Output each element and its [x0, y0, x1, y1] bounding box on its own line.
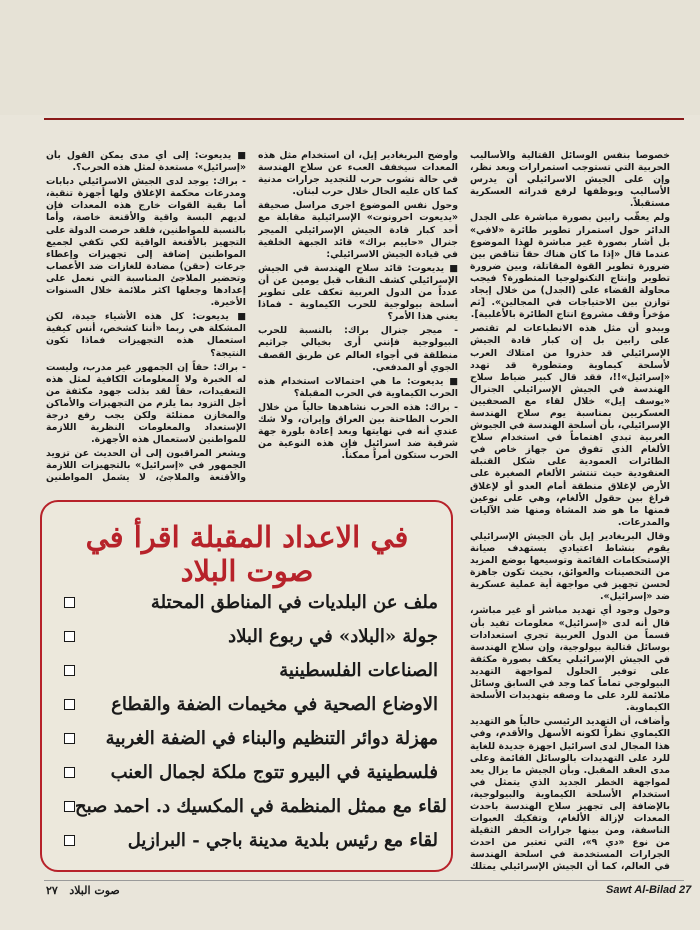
paragraph: ويبدو أن مثل هذه الانطباعات لم تقتصر على رابين بل إن كبار قادة الجيش الإسرائيلي قد حذروا من امتلاك العرب لأسلحة كيماوية ومتطورة قد تهدد «إسرائيل»!!، فقد قال كبير ضباط سلاح الهندسة في الجيش الإسرائيلي الجنرال «يوسف إيل» خلال لقاء مع الصحفيين العسكريين بمناسبة يوم سلاح الهندسة الإسرائيلي، بأن أسلحة الهندسة في الجيوش العربية تبدي اهتماماً في استخدام سلاح الألغام الذي تفوق من جهاز خاص في الطائرات العمودية على شكل القنبلة العنقودية حيث تنتشر الألغام الصغيرة على الأرض لإغلاق منطقة أمام العدو أو لإغلاق فراغ بين حقول الألغام، وهي على نوعين فمنها ما هو ضد المشاة ومنها ضد الآليات والمدرعات.: [470, 323, 670, 528]
promo-item: [56, 619, 438, 653]
checkbox-icon: [64, 767, 75, 778]
checkbox-icon: [64, 597, 75, 608]
paragraph: ■ يديعوت: إلى أي مدى يمكن القول بأن «إسرائيل» مستعدة لمثل هذه الحرب؟.: [46, 150, 246, 174]
paragraph: وحول وجود أي تهديد مباشر أو غير مباشر، قال أنه لدى «إسرائيل» معلومات تفيد بأن قسماً من الدول العربية تجري استعدادات بوسائل قتالية بيولوجية، وإن سلاح الهندسة في الجيش الإسرائيلي يعكف بصورة مكثفة على توفير الحلول لمواجهة التهديد البيولوجي تماماً كما وجد في السابق وسائل ملائمة للرد على ما وصفه بتهديدات الأسلحة الكيماوية.: [470, 605, 670, 714]
footer-page-number-arabic: ٢٧: [46, 884, 58, 897]
promo-title: في الاعداد المقبلة اقرأ في صوت البلاد: [85, 520, 409, 588]
promo-item: [56, 687, 438, 721]
footer-page-number: 27: [678, 884, 692, 896]
promo-item-label: الاوضاع الصحية في مخيمات الضفة والقطاع: [111, 693, 438, 715]
article-column-left: [46, 150, 246, 485]
paragraph: - براك: هذه الحرب نشاهدها حالياً من خلال الحرب الطاحنة بين العراق وإيران، ولا شك عندي أنه في نهايتها وبعد إعادة بلورة جهة شرقية ضد اسرائيل فإن هذه النوعية من الحرب ستكون أمراً ممكناً.: [258, 401, 458, 462]
promo-item-label: مهزلة دوائر التنظيم والبناء في الضفة الغربية: [105, 727, 438, 749]
upcoming-issues-box: [40, 500, 453, 872]
promo-item: [56, 823, 438, 857]
paragraph: - ميجر جنرال براك: بالنسبة للحرب البيولوجية فإنني أرى بخيالي جراثيم منطلقة في أجواء العالم عن طريق القصف الجوي أو المدفعي.: [258, 325, 458, 373]
promo-item: [56, 653, 438, 687]
checkbox-icon: [64, 733, 75, 744]
paragraph: ■ يديعوت: قائد سلاح الهندسة في الجيش الإسرائيلي كشف النقاب قبل يومين عن أن عدداً من الدول العربية تعكف على تطوير أسلحة بيولوجية للحرب الكيماوية - فماذا يعني هذا الأمر؟: [258, 262, 458, 323]
promo-item-label: جولة «البلاد» في ربوع البلاد: [228, 625, 438, 647]
paragraph: - براك: يوجد لدى الجيش الاسرائيلي دبابات ومدرعات محكمة الإغلاق ولها أجهزة تنقية، أما بقية القوات خارج هذه المعدات فإن لديهم البسة واقية والأقنعة خاصة، وأما بالنسبة للمواطنين، فلقد حرصت الدولة على التجهيز بالأقنعة الواقية لكي تكفي لجميع المواطنين إضافة إلى تجهيزات وإعطاء جرعات (حقن) مضادة للغازات ضد الأعصاب وتحضير الملاجئ المناسبة التي نعمل على إعدادها وجعلها اكثر ملائمة خلال السنوات الأخيرة.: [46, 176, 246, 309]
checkbox-icon: [64, 835, 75, 846]
article-column-middle: [258, 150, 458, 485]
promo-item: [56, 755, 438, 789]
footer-left: [46, 884, 120, 897]
checkbox-icon: [64, 699, 75, 710]
footer-right: [606, 884, 691, 896]
promo-item-label: لقاء مع رئيس بلدية مدينة باجي - البرازيل: [127, 829, 438, 851]
promo-item-label: ملف عن البلديات في المناطق المحتلة: [150, 591, 438, 613]
paragraph: خصوصاً بنفس الوسائل القتالية والأساليب الحربية التي تستوجب استمرارات وبعد نظر، وإن على الجيش الاسرائيلي أن يدرس الأساليب ويوظفها لرفع قدراته العسكرية مستقبلاً.: [470, 150, 670, 210]
promo-item-label: لقاء مع ممثل المنظمة في المكسيك د. احمد صبح: [75, 795, 447, 817]
paragraph: وأوضح البريغادير إيل، أن استخدام مثل هذه المعدات سيخفف العبء عن سلاح الهندسة في حالة نشوب حرب للتجديد جرارات مدنية كما كان عليه الحال خلال حرب لبنان.: [258, 150, 458, 198]
promo-item-label: الصناعات الفلسطينية: [279, 659, 438, 681]
paragraph: ولم يعقّب رابين بصورة مباشرة على الجدل الدائر حول استمرار تطوير طائرة «لافي» بل أشار بصورة غير مباشرة لهذا الموضوع عندما قال «إذا ما كان هناك حقاً تناقض بين ضرورة تطوير القوة المقاتلة، وبين ضرورة تطوير وإنتاج التكنولوجيا المتطورة؟ فيجب محاولة القضاء على (الجدل) من خلال إيجاد توازن بين الاحتياجات في المجالين». [ثم مؤخراً وقف مشروع انتاج الطائرة بالأغلبية].: [470, 212, 670, 321]
checkbox-icon: [64, 631, 75, 642]
article-column-right: [470, 150, 670, 872]
paragraph: ■ يديعوت: ما هي احتمالات استخدام هذه الحرب الكيماوية في الحرب المقبلة؟: [258, 375, 458, 399]
promo-item: [56, 789, 447, 823]
checkbox-icon: [64, 665, 75, 676]
paragraph: وأضاف، أن التهديد الرئيسي حالياً هو التهديد الكيماوي نظراً لكونه الأسهل والأقدم، وفي هذا المجال لدى اسرائيل اجهزة جديدة للغاية للرد على التهديدات بالوسائل القائمة وعلى مدى العقد المقبل. وبأن الجيش ما يزال يعد لمواجهة الخطر الجديد الذي يتمثل في استخدام الأسلحة الكيماوية والبيولوجية، بالإضافة إلى تجهيز سلاح الهندسة باحدث المعدات لإزالة الألغام، وتفكيك العبوات الناسفة، ومن بينها جرارات الحفر الثقيلة من نوع «دي ٩»، التي تعتبر من احدث الجرارات المستخدمة في اسلحة الهندسة في العالم، كما أن الجيش الإسرائيلي يمتلك: [470, 716, 670, 872]
promo-item: [56, 585, 438, 619]
paragraph: وحول نفس الموضوع اجرى مراسل صحيفة «يديعوت احرونوت» الإسرائيلية مقابلة مع أحد كبار قادة الجيش الإسرائيلي الميجر جنرال «حاييم براك» قائد الجبهة الخلفية في قيادة الجيش الاسرائيلي:: [258, 200, 458, 260]
paragraph: ■ يديعوت: كل هذه الأشياء جيدة، لكن المشكلة هي ربما «أننا كشخص، أنس كيفية استعمال هذه التجهيزات فماذا تكون النتيجة؟: [46, 311, 246, 359]
footer-rule: [44, 880, 684, 881]
paragraph: - براك: حقاً إن الجمهور غير مدرب، وليست له الخبرة ولا المعلومات الكافية لمثل هذه التعقيدات، حقاً لقد بذلت جهود مكثفة من أجل التزود بما يلزم من التجهيزات والأماكن والمخازن ممتلئة ولكن يجب رفع درجة الإستعداد والمعلومات النظرية اللازمة للمواطنين لاستعمال هذه الأجهزة.: [46, 361, 246, 446]
promo-item-label: فلسطينية في البيرو تتوج ملكة لجمال العنب: [110, 761, 438, 783]
paragraph: وقال البريغادير إيل بأن الجيش الإسرائيلي يقوم بنشاط اعتيادي يستهدف صيانة الإستحكامات القائمة وتوسيعها بوضع المزيد من التحصينات والعوائق، بحيث تكون جاهزة لحسن تجهيز في مواجهة أية عملية عسكرية ضد «إسرائيل».: [470, 530, 670, 603]
top-blank-area: [0, 0, 700, 115]
promo-item: [56, 721, 438, 755]
paragraph: ويشعر المراقبون إلى أن الحديث عن تزويد الجمهور في «إسرائيل» بالتجهيزات اللازمة والأقنعة والملاجئ، لا يشمل المواطنين: [46, 448, 246, 484]
checkbox-icon: [64, 801, 75, 812]
footer-magazine-name-latin: Sawt Al-Bilad: [606, 884, 676, 896]
footer-magazine-name-arabic: صوت البلاد: [69, 884, 120, 897]
top-divider-rule: [44, 118, 684, 120]
promo-list: [56, 585, 447, 857]
